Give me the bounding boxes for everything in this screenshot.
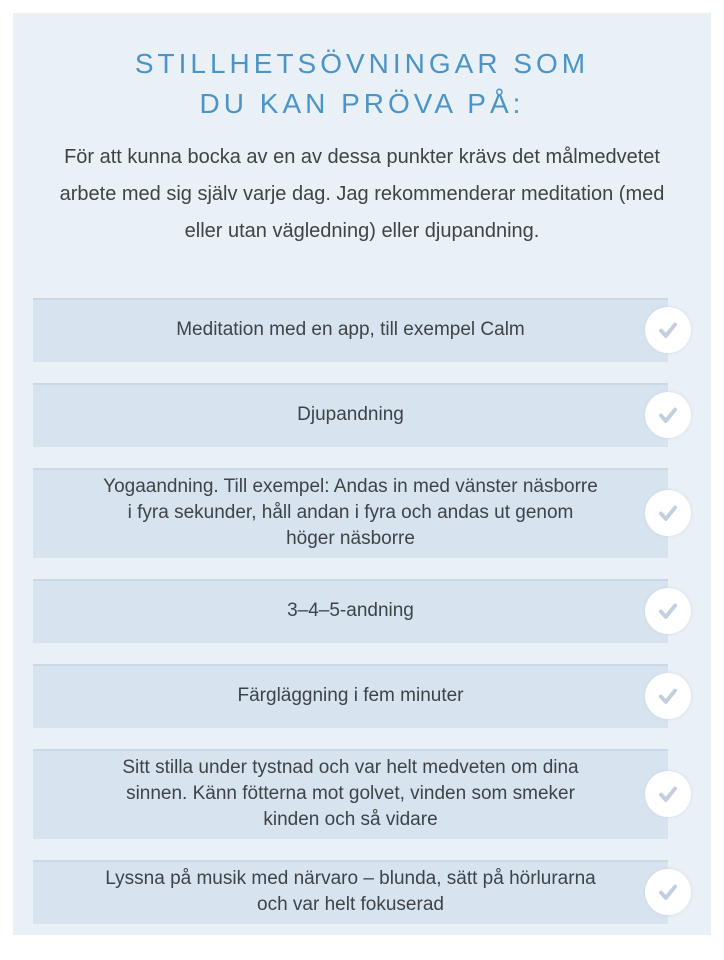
checklist-row (33, 664, 668, 728)
checklist-row (33, 579, 668, 643)
page-title (13, 13, 711, 124)
checklist-item-label: Yogaandning. Till exempel: Andas in med vänster näsborre i fyra sekunder, håll andan i fyra och andas ut genom höger näsborre (103, 476, 598, 549)
checklist-row (33, 860, 668, 924)
page-title-line-2: DU KAN PRÖVA PÅ: (199, 88, 525, 119)
checklist-item-label: Djupandning (297, 404, 404, 425)
checkmark-icon (655, 879, 681, 905)
checklist-item-label: Färgläggning i fem minuter (237, 685, 464, 706)
checklist-row (33, 298, 668, 362)
check-toggle-button[interactable] (645, 588, 691, 634)
checklist-sheet (13, 13, 711, 935)
checkmark-icon (655, 500, 681, 526)
checkmark-icon (655, 598, 681, 624)
check-toggle-button[interactable] (645, 307, 691, 353)
checkmark-icon (655, 683, 681, 709)
checklist-row (33, 468, 668, 558)
checklist-item-label: Sitt stilla under tystnad och var helt medveten om dina sinnen. Känn fötterna mot golvet, vinden som smeker kinden och så vidare (122, 757, 579, 830)
checkmark-icon (655, 781, 681, 807)
page-title-line-1: STILLHETSÖVNINGAR SOM (134, 48, 590, 79)
intro-paragraph: För att kunna bocka av en av dessa punkter krävs det målmedvetet arbete med sig själv varje dag. Jag rekommenderar meditation (med eller utan vägledning) eller djupandning. (59, 146, 665, 242)
checklist-item-label: Meditation med en app, till exempel Calm (176, 319, 525, 340)
check-toggle-button[interactable] (645, 673, 691, 719)
checklist-row (33, 749, 668, 839)
check-toggle-button[interactable] (645, 869, 691, 915)
checklist-row (33, 383, 668, 447)
check-toggle-button[interactable] (645, 771, 691, 817)
checklist-item-label: 3–4–5-andning (287, 600, 414, 621)
checklist (13, 298, 711, 924)
check-toggle-button[interactable] (645, 490, 691, 536)
check-toggle-button[interactable] (645, 392, 691, 438)
checkmark-icon (655, 317, 681, 343)
checkmark-icon (655, 402, 681, 428)
checklist-item-label: Lyssna på musik med närvaro – blunda, sätt på hörlurarna och var helt fokuserad (105, 868, 596, 915)
